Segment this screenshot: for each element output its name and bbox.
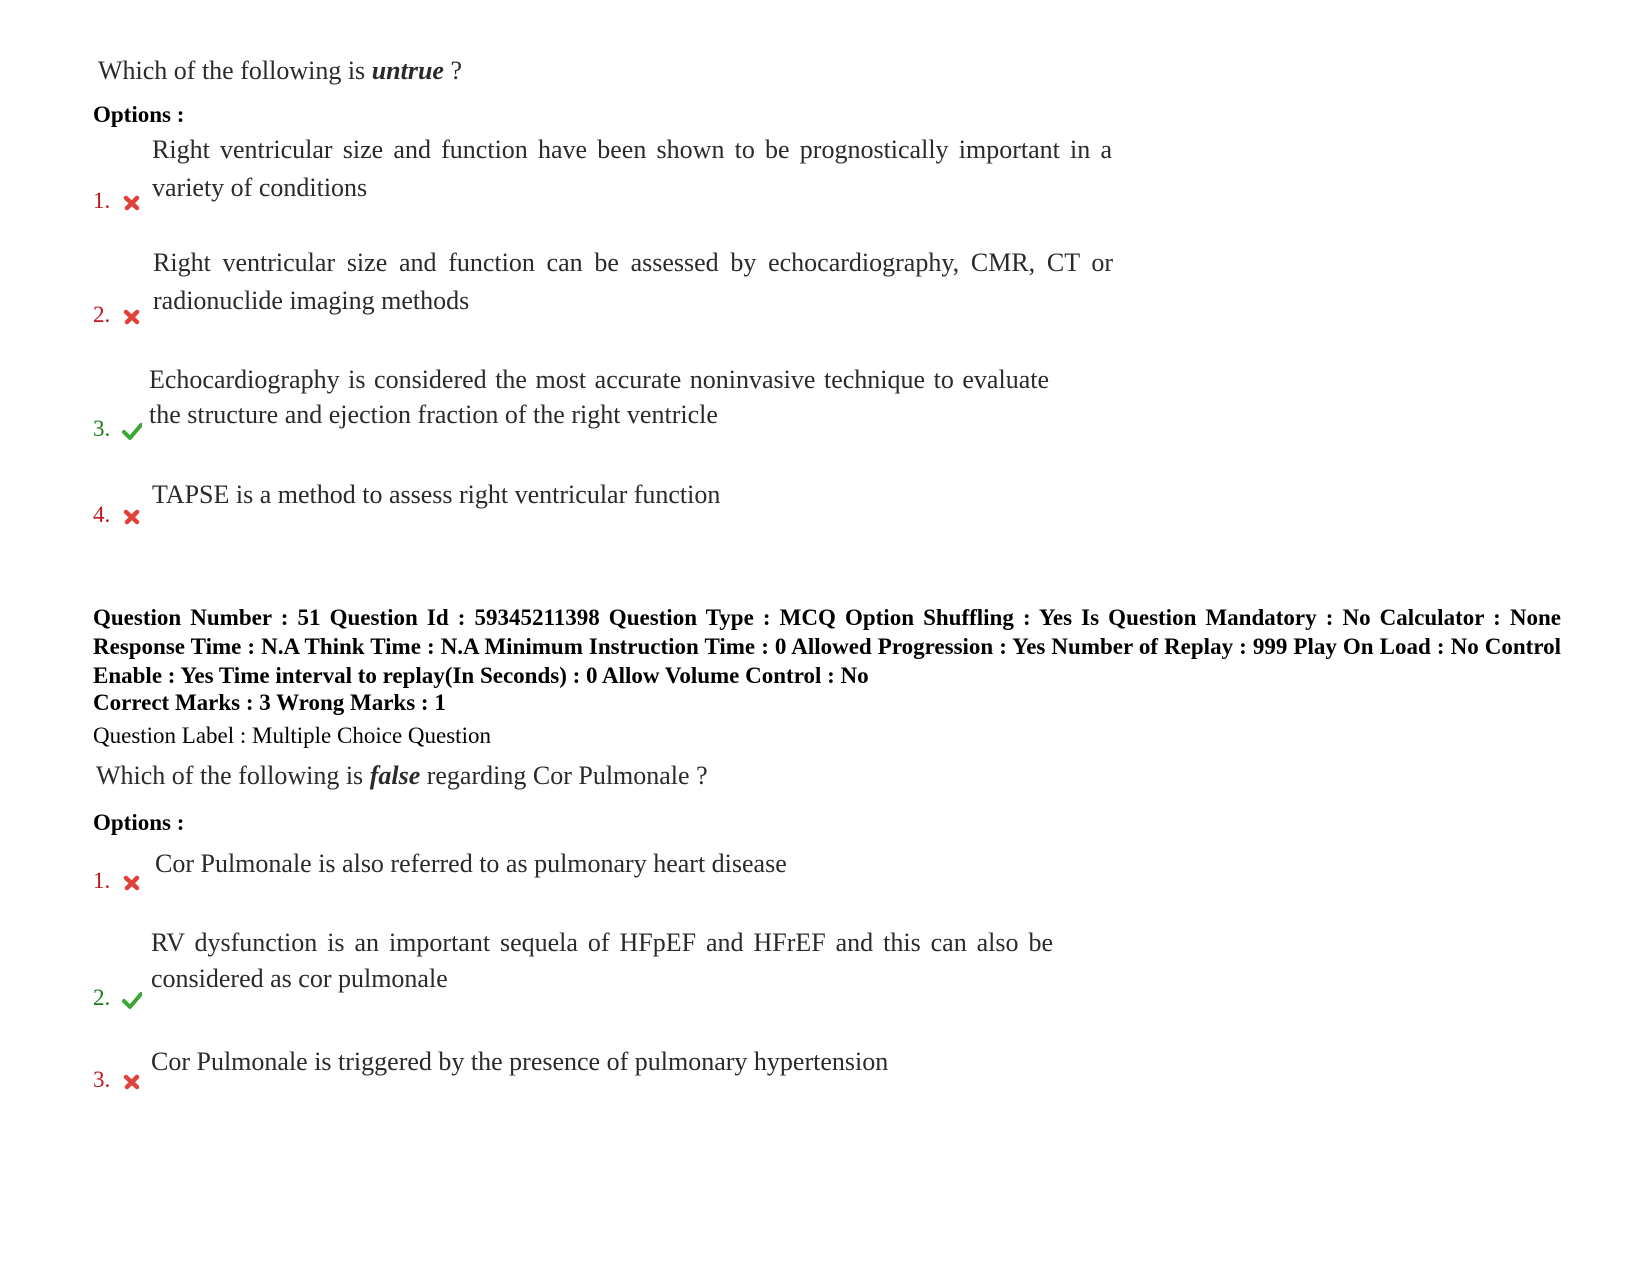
option-text: Cor Pulmonale is also referred to as pulmonary heart disease	[155, 849, 787, 878]
question-metadata: Question Number : 51 Question Id : 59345211398 Question Type : MCQ Option Shuffling : Yes Is Question Mandatory : No Calculator : None Response Time : N.A Think Time : N.A Minimum Instruction Time : 0 Allowed Progression : Yes Number of Replay : 999 Play On Load : No Control Enable : Yes Time interval to replay(In Seconds) : 0 Allow Volume Control : No	[93, 605, 1561, 688]
cross-icon	[122, 1072, 142, 1092]
option-2-number	[93, 302, 142, 328]
option-4-number	[93, 502, 142, 528]
option-text: Right ventricular size and function have been shown to be prognostically important in a variety of conditions	[152, 135, 1112, 202]
option-number-label: 3.	[93, 1067, 111, 1092]
question-text	[96, 761, 708, 791]
question-text-suffix: ?	[443, 56, 462, 85]
cross-icon	[122, 507, 142, 527]
option-3-number	[93, 416, 142, 442]
option-text: Right ventricular size and function can be assessed by echocardiography, CMR, CT or radionuclide imaging methods	[153, 248, 1113, 315]
question-marks: Correct Marks : 3 Wrong Marks : 1	[93, 690, 446, 715]
cross-icon	[122, 193, 142, 213]
question-text	[98, 56, 462, 86]
options-label: Options :	[93, 102, 185, 127]
question-text-prefix: Which of the following is	[96, 761, 370, 790]
option-number-label: 2.	[93, 985, 111, 1010]
option-1-number	[93, 188, 142, 214]
option-2-number	[93, 985, 142, 1011]
option-text: TAPSE is a method to assess right ventricular function	[152, 480, 721, 509]
check-icon	[122, 421, 142, 441]
check-icon	[122, 990, 142, 1010]
option-text: RV dysfunction is an important sequela of HFpEF and HFrEF and this can also be considered as cor pulmonale	[151, 928, 1053, 993]
cross-icon	[122, 873, 142, 893]
option-number-label: 2.	[93, 302, 111, 327]
option-number-label: 1.	[93, 188, 111, 213]
question-text-emphasis: untrue	[371, 56, 444, 85]
options-label: Options :	[93, 810, 185, 835]
option-3-number	[93, 1067, 142, 1093]
cross-icon	[122, 307, 142, 327]
question-text-prefix: Which of the following is	[98, 56, 372, 85]
question-label: Question Label : Multiple Choice Question	[93, 723, 491, 748]
option-number-label: 4.	[93, 502, 111, 527]
option-text: Echocardiography is considered the most accurate noninvasive technique to evaluate the structure and ejection fraction of the right ventricle	[149, 365, 1049, 429]
option-1-number	[93, 868, 142, 894]
question-text-emphasis: false	[369, 761, 421, 790]
option-number-label: 3.	[93, 416, 111, 441]
question-text-suffix: regarding Cor Pulmonale ?	[420, 761, 708, 790]
option-text: Cor Pulmonale is triggered by the presence of pulmonary hypertension	[151, 1047, 889, 1076]
option-number-label: 1.	[93, 868, 111, 893]
